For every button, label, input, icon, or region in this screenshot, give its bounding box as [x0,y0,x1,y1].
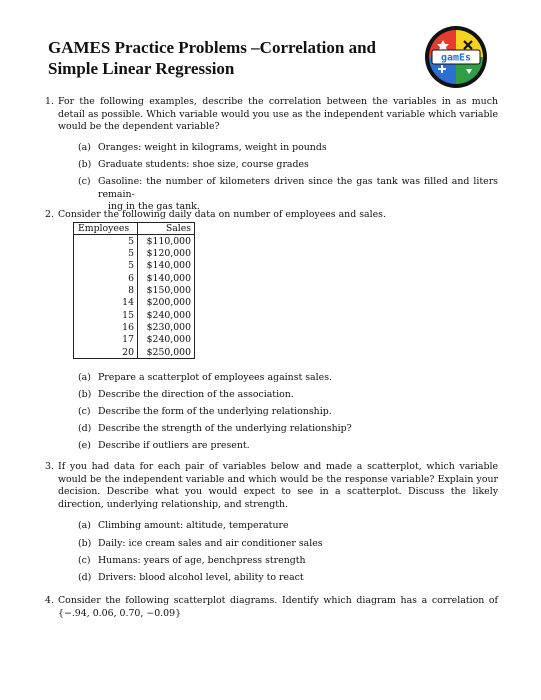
part-text: Graduate students: shoe size, course grades [98,159,309,170]
table-row [74,248,195,260]
question-2 [45,209,498,222]
table-row [74,260,195,272]
question-number: 2. [45,209,54,220]
employees-cell: 5 [74,235,138,248]
question-number: 3. [45,461,54,472]
question-1-part-b [78,159,498,172]
part-label: (c) [78,555,91,566]
logo-wordmark: gamEs [440,52,472,64]
question-4 [45,595,498,620]
question-1 [45,96,498,134]
column-header-employees: Employees [74,223,138,235]
sales-cell: $120,000 [146,248,191,260]
employees-cell: 20 [74,346,138,359]
employees-cell: 5 [74,260,138,272]
part-label: (c) [78,406,91,417]
sales-cell: $250,000 [146,346,191,358]
question-3-part-c [78,555,498,568]
question-2-part-d [78,423,498,436]
table-row [74,235,195,248]
part-text: Gasoline: the number of kilometers driven since the gas tank was filled and liters remain- [98,176,498,200]
part-text: Climbing amount: altitude, temperature [98,520,289,531]
question-text: Consider the following scatterplot diagrams. Identify which diagram has a correlation of {−.94, 0.06, 0.70, −0.09} [58,595,498,619]
sales-cell: $200,000 [146,297,191,309]
question-text: If you had data for each pair of variables below and made a scatterplot, which variable would be the independent variable and which would be the response variable? Explain your decision. Describe what you would expect to see in a scatterplot. Discuss the likely direction, underlying relationship, and strength. [58,461,498,510]
part-label: (a) [78,520,91,531]
page-title [48,37,408,79]
question-3 [45,461,498,511]
question-2-part-c [78,406,498,419]
employees-sales-table [73,222,195,359]
part-label: (b) [78,538,92,549]
part-label: (b) [78,159,92,170]
question-3-part-b [78,538,498,551]
games-logo [424,25,488,89]
question-number: 4. [45,595,54,606]
part-label: (b) [78,389,92,400]
employees-cell: 15 [74,309,138,321]
part-label: (d) [78,423,92,434]
table-row [74,321,195,333]
part-label: (e) [78,440,91,451]
table-row [74,272,195,284]
part-text-continued: ing in the gas tank. [108,201,200,213]
sales-cell: $110,000 [146,235,191,247]
title-line-1: GAMES Practice Problems –Correlation and [48,38,376,57]
part-text: Describe the form of the underlying relationship. [98,406,332,417]
employees-cell: 17 [74,334,138,346]
part-text: Describe if outliers are present. [98,440,250,451]
part-label: (a) [78,372,91,383]
employees-cell: 16 [74,321,138,333]
table-row [74,309,195,321]
question-1-part-a [78,142,498,155]
sales-cell: $140,000 [146,272,191,284]
question-3-part-a [78,520,498,533]
part-label: (c) [78,176,91,187]
part-text: Prepare a scatterplot of employees against sales. [98,372,332,383]
question-text: For the following examples, describe the correlation between the variables in as much detail as possible. Which variable would you use as the independent variable which variable would be the dependent variable? [58,96,498,133]
title-line-2: Simple Linear Regression [48,59,235,78]
part-text: Describe the strength of the underlying relationship? [98,423,352,434]
sales-cell: $240,000 [146,309,191,321]
question-text: Consider the following daily data on number of employees and sales. [58,209,386,220]
part-label: (a) [78,142,91,153]
sales-cell: $140,000 [146,260,191,272]
employees-cell: 8 [74,285,138,297]
part-text: Daily: ice cream sales and air conditioner sales [98,538,323,549]
question-3-part-d [78,572,498,585]
employees-cell: 6 [74,272,138,284]
part-text: Drivers: blood alcohol level, ability to react [98,572,304,583]
question-2-part-e [78,440,498,453]
sales-cell: $150,000 [146,285,191,297]
question-number: 1. [45,96,54,107]
employees-cell: 14 [74,297,138,309]
part-label: (d) [78,572,92,583]
part-text: Oranges: weight in kilograms, weight in pounds [98,142,327,153]
part-text: Describe the direction of the association. [98,389,294,400]
question-2-part-a [78,372,498,385]
table-row [74,334,195,346]
column-header-sales: Sales [138,223,195,235]
table-header-row [74,223,195,235]
table-row [74,297,195,309]
table-row [74,285,195,297]
question-2-part-b [78,389,498,402]
games-logo-graphic [424,25,488,89]
sales-cell: $240,000 [146,334,191,346]
sales-cell: $230,000 [146,321,191,333]
employees-cell: 5 [74,248,138,260]
table-row [74,346,195,359]
part-text: Humans: years of age, benchpress strength [98,555,306,566]
